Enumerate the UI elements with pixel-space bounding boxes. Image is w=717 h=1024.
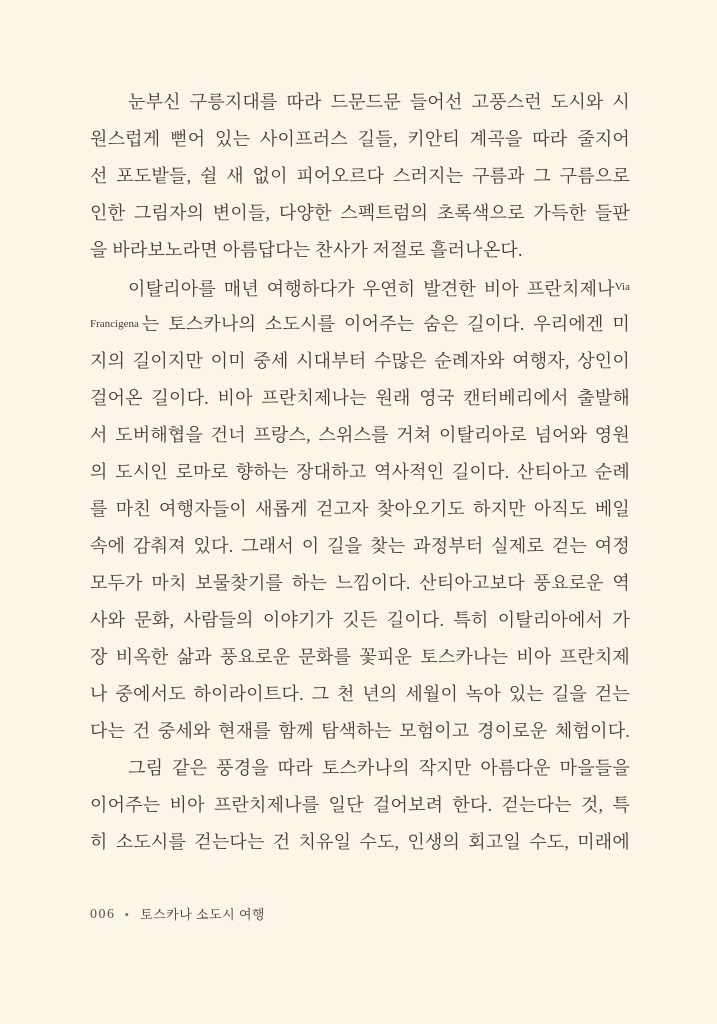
- body-line: 나 중에서도 하이라이트다. 그 천 년의 세월이 녹아 있는 길을 걷는: [90, 684, 630, 704]
- body-line: 선 포도밭들, 쉴 새 없이 피어오르다 스러지는 구름과 그 구름으로: [90, 166, 630, 186]
- body-line: 서 도버해협을 건너 프랑스, 스위스를 거쳐 이탈리아로 넘어와 영원: [90, 425, 630, 445]
- footer-bullet-icon: •: [124, 907, 130, 922]
- body-line: 눈부신 구릉지대를 따라 드문드문 들어선 고풍스런 도시와 시: [128, 92, 630, 112]
- body-line: 원스럽게 뻗어 있는 사이프러스 길들, 키안티 계곡을 따라 줄지어: [90, 129, 630, 149]
- footer: [90, 905, 265, 925]
- superscript-latin-text: Francigena: [90, 318, 139, 330]
- body-line: 히 소도시를 걷는다는 건 치유일 수도, 인생의 회고일 수도, 미래에: [90, 832, 630, 852]
- book-title: 토스카나 소도시 여행: [140, 907, 266, 922]
- body-line: $^{Francigena}$ 는 토스카나의 소도시를 이어주는 숨은 길이다. 우리에겐 미: [90, 314, 630, 334]
- body-line: 이탈리아를 매년 여행하다가 우연히 발견한 비아 프란치제나$^{Via}$: [128, 279, 630, 299]
- body-line: 그림 같은 풍경을 따라 토스카나의 작지만 아름다운 마을들을: [128, 758, 630, 778]
- body-line: 인한 그림자의 변이들, 다양한 스펙트럼의 초록색으로 가득한 들판: [90, 203, 630, 223]
- body-line: 속에 감춰져 있다. 그래서 이 길을 찾는 과정부터 실제로 걷는 여정: [90, 536, 630, 556]
- body-line: 사와 문화, 사람들의 이야기가 깃든 길이다. 특히 이탈리아에서 가: [90, 610, 630, 630]
- body-line: 장 비옥한 삶과 풍요로운 문화를 꽃피운 토스카나는 비아 프란치제: [90, 647, 630, 667]
- body-line: 을 바라보노라면 아름답다는 찬사가 저절로 흘러나온다.: [90, 240, 523, 260]
- body-line: 모두가 마치 보물찾기를 하는 느낌이다. 산티아고보다 풍요로운 역: [90, 573, 630, 593]
- body-line: 의 도시인 로마로 향하는 장대하고 역사적인 길이다. 산티아고 순례: [90, 462, 630, 482]
- body-line: 지의 길이지만 이미 중세 시대부터 수많은 순례자와 여행자, 상인이: [90, 351, 630, 371]
- body-line: 걸어온 길이다. 비아 프란치제나는 원래 영국 캔터베리에서 출발해: [90, 388, 630, 408]
- body-line: 를 마친 여행자들이 새롭게 걷고자 찾아오기도 하지만 아직도 베일: [90, 499, 630, 519]
- body-line: 다는 건 중세와 현재를 함께 탐색하는 모험이고 경이로운 체험이다.: [90, 721, 630, 741]
- superscript-latin-text: Via: [614, 281, 630, 293]
- body-text: [90, 84, 630, 861]
- body-line: 이어주는 비아 프란치제나를 일단 걸어보려 한다. 걷는다는 것, 특: [90, 795, 630, 815]
- page-number: 006: [90, 907, 116, 922]
